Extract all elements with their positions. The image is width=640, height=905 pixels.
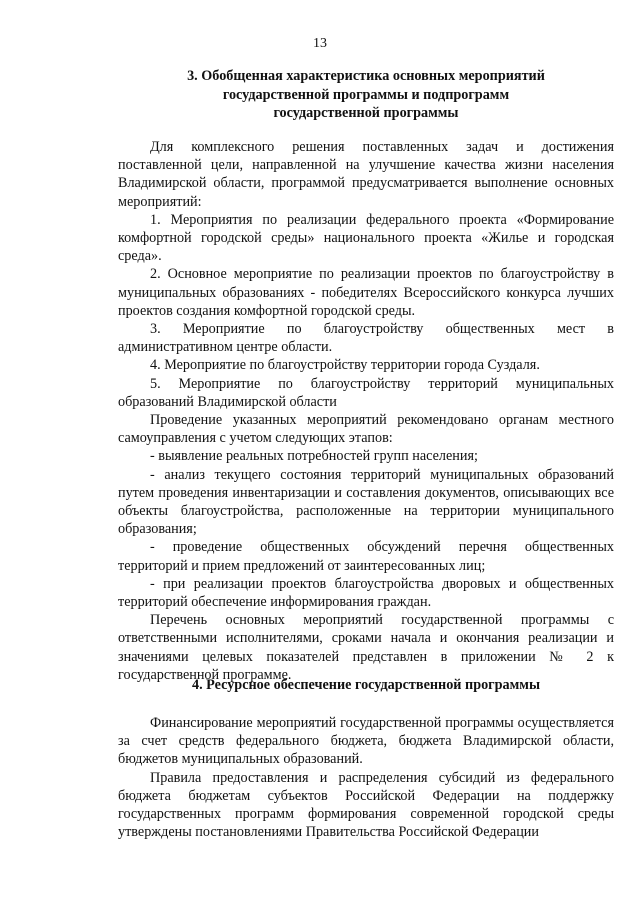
paragraph-item-4: 4. Мероприятие по благоустройству территории города Суздаля.: [150, 357, 540, 374]
section-4-body: [118, 714, 614, 841]
paragraph-subsidy-rules: Правила предоставления и распределения субсидий из федерального бюджета бюджетам субъектов Российской Федерации на поддержку государственных программ формирования современной городской среды утверждены постановлениями Правительства Российской Федерации: [118, 769, 614, 841]
paragraph-item-5: 5. Мероприятие по благоустройству территорий муниципальных образований Владимирской области: [118, 375, 614, 410]
paragraph-stage: - при реализации проектов благоустройства дворовых и общественных территорий обеспечение информирования граждан.: [118, 575, 614, 611]
paragraph-item-3: 3. Мероприятие по благоустройству общественных мест в административном центре области.: [118, 321, 614, 356]
paragraph-stage: - анализ текущего состояния территорий муниципальных образований путем проведения инвентаризации и составления документов, описывающих все объекты благоустройства, расположенные на территории муниципального образования;: [118, 466, 614, 538]
section-3-heading-line: 3. Обобщенная характеристика основных мероприятий: [187, 68, 545, 84]
paragraph-stage: - выявление реальных потребностей групп населения;: [150, 448, 478, 465]
section-3-heading-line: государственной программы: [273, 105, 459, 121]
section-4-heading: 4. Ресурсное обеспечение государственной программы: [191, 677, 541, 693]
section-3-heading-line: государственной программы и подпрограмм: [222, 86, 510, 103]
paragraph-stages-intro: Проведение указанных мероприятий рекомендовано органам местного самоуправления с учетом следующих этапов:: [118, 412, 614, 447]
section-3-body: [118, 138, 614, 684]
paragraph-financing: Финансирование мероприятий государственной программы осуществляется за счет средств федерального бюджета, бюджета Владимирской области, бюджетов муниципальных образований.: [118, 715, 614, 768]
paragraph-appendix-ref: Перечень основных мероприятий государственной программы с ответственными исполнителями, сроками начала и окончания реализации и значениями целевых показателей представлен в приложении № 2 к государственной программе.: [118, 612, 614, 683]
paragraph-intro: Для комплексного решения поставленных задач и достижения поставленной цели, направленной на улучшение качества жизни населения Владимирской области, программой предусматривается выполнение основных мероприятий:: [118, 139, 614, 210]
paragraph-stage: - проведение общественных обсуждений перечня общественных территорий и прием предложений от заинтересованных лиц;: [118, 539, 614, 574]
paragraph-item-1: 1. Мероприятия по реализации федерального проекта «Формирование комфортной городской среды» национального проекта «Жилье и городская среда».: [118, 211, 614, 265]
page-number: 13: [313, 36, 327, 51]
paragraph-item-2: 2. Основное мероприятие по реализации проектов по благоустройству в муниципальных образованиях - победителях Всероссийского конкурса лучших проектов создания комфортной городской среды.: [118, 266, 614, 319]
section-3-heading: [118, 67, 614, 123]
